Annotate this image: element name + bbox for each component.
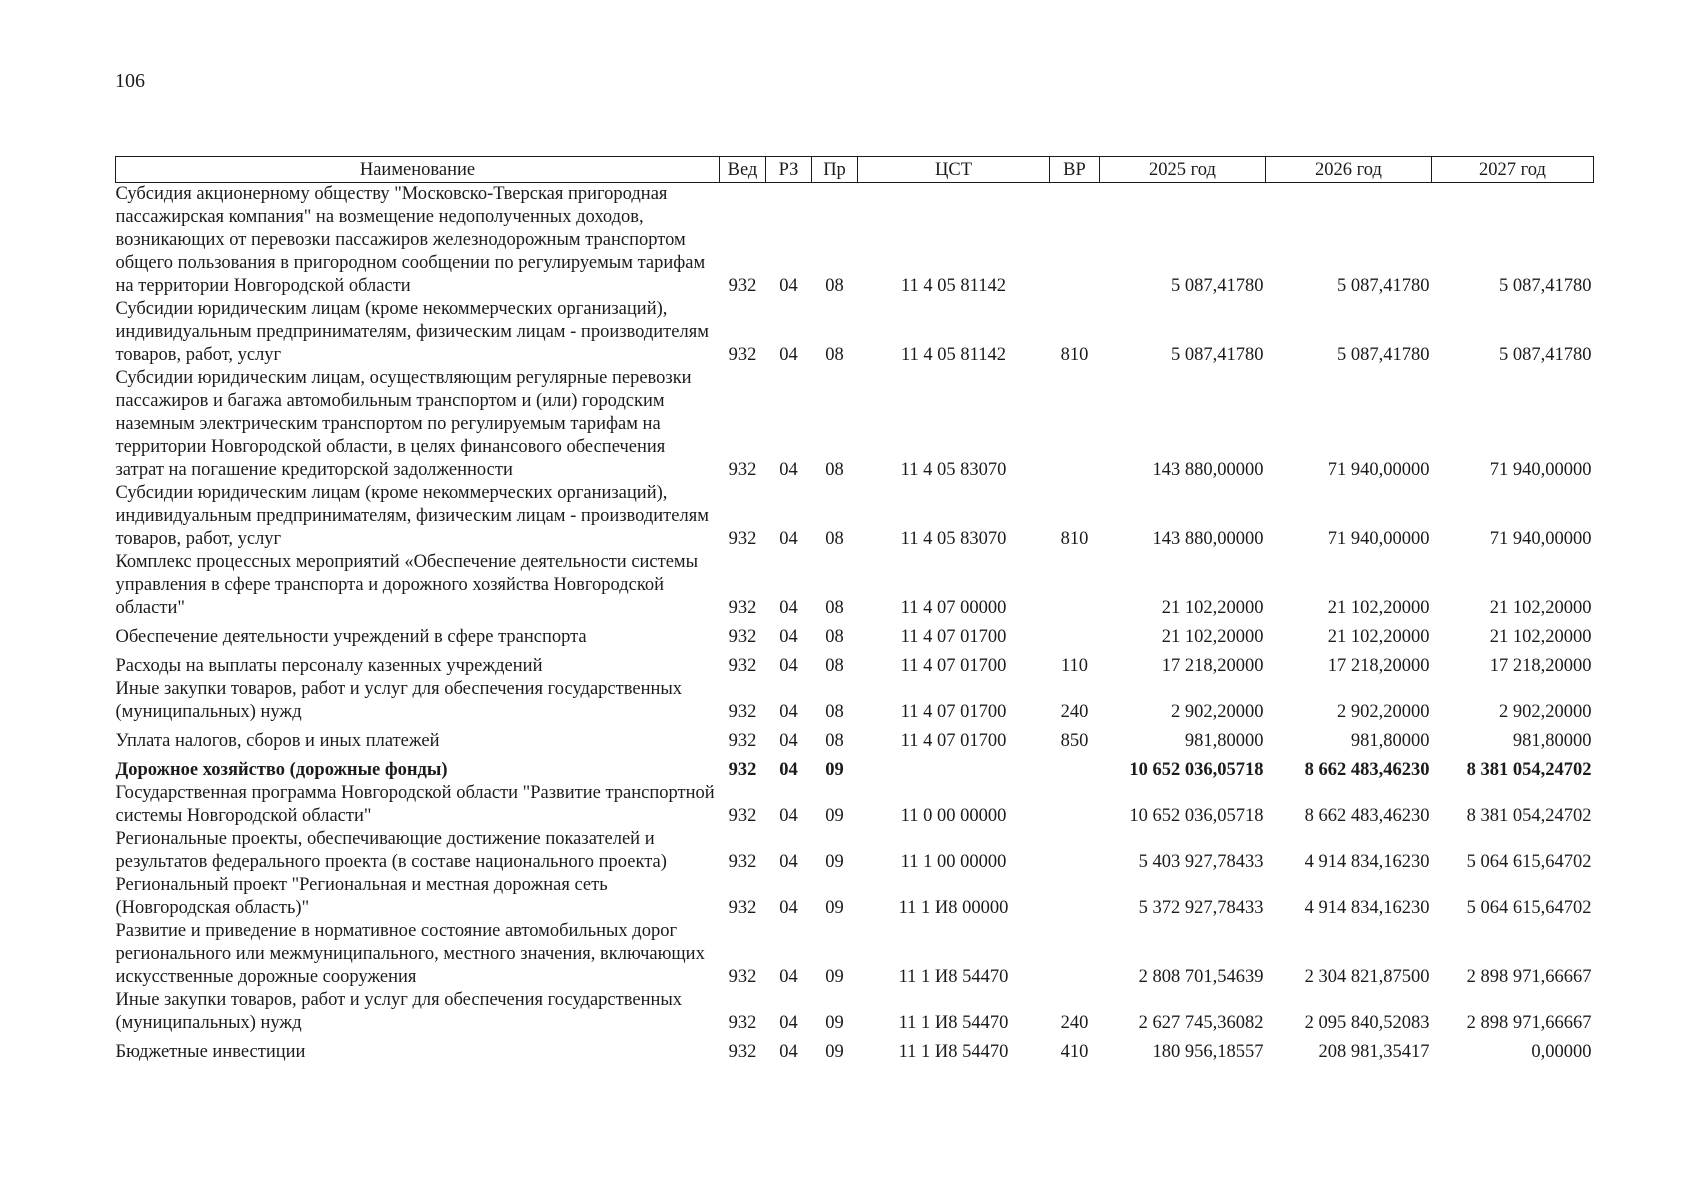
row-ved: 932 — [728, 345, 757, 365]
row-name: Комплекс процессных мероприятий «Обеспечение деятельности системы управления в сфере транспорта и дорожного хозяйства Новгородской области" — [115, 552, 699, 618]
row-2026: 2 095 840,52083 — [1304, 1013, 1430, 1033]
row-cst: 11 1 И8 54470 — [898, 1042, 1009, 1062]
row-ved: 932 — [728, 627, 757, 647]
row-2027: 2 898 971,66667 — [1466, 1013, 1592, 1033]
row-rz: 04 — [779, 460, 798, 480]
row-2026: 4 914 834,16230 — [1304, 852, 1430, 872]
row-2027: 5 087,41780 — [1499, 276, 1592, 296]
row-cst: 11 4 07 01700 — [900, 731, 1007, 751]
row-vr — [1050, 920, 1100, 989]
row-name: Субсидии юридическим лицам (кроме некоммерческих организаций), индивидуальным предпринимателям, физическим лицам - производителям товаров, работ, услуг — [115, 299, 709, 365]
row-2025: 2 902,20000 — [1171, 702, 1264, 722]
row-name: Обеспечение деятельности учреждений в сфере транспорта — [115, 627, 587, 647]
row-2026: 21 102,20000 — [1327, 627, 1430, 647]
table-header-row — [116, 157, 1594, 183]
row-pr: 09 — [825, 806, 844, 826]
row-rz: 04 — [779, 529, 798, 549]
row-cst: 11 1 И8 54470 — [898, 967, 1009, 987]
row-cst: 11 4 07 01700 — [900, 656, 1007, 676]
header-name: Наименование — [116, 157, 720, 183]
table-row — [116, 724, 1594, 753]
row-cst: 11 4 05 83070 — [900, 460, 1007, 480]
row-2027: 2 902,20000 — [1499, 702, 1592, 722]
row-name: Субсидия акционерному обществу "Московско-Тверская пригородная пассажирская компания" на возмещение недополученных доходов, возникающих от перевозки пассажиров железнодорожным транспортом общего пользования в пригородном сообщении по регулируемым тарифам на территории Новгородской области — [115, 184, 706, 296]
table-row — [116, 1035, 1594, 1064]
row-2025: 5 087,41780 — [1171, 345, 1264, 365]
row-ved: 932 — [728, 276, 757, 296]
row-rz: 04 — [779, 702, 798, 722]
row-2026: 2 304 821,87500 — [1304, 967, 1430, 987]
row-rz: 04 — [779, 731, 798, 751]
row-ved: 932 — [728, 852, 757, 872]
row-ved: 932 — [728, 460, 757, 480]
row-2026: 2 902,20000 — [1337, 702, 1430, 722]
row-name: Субсидии юридическим лицам, осуществляющим регулярные перевозки пассажиров и багажа автомобильным транспортом и (или) городским наземным электрическим транспортом по регулируемым тарифам на территории Новгородской области, в целях финансового обеспечения затрат на погашение кредиторской задолженности — [115, 368, 692, 480]
row-ved: 932 — [728, 598, 757, 618]
table-row — [116, 649, 1594, 678]
row-vr — [1050, 828, 1100, 874]
row-2026: 5 087,41780 — [1337, 345, 1430, 365]
row-ved: 932 — [728, 806, 757, 826]
row-2026: 17 218,20000 — [1327, 656, 1430, 676]
row-pr: 09 — [825, 852, 844, 872]
row-vr — [1050, 620, 1100, 649]
row-ved: 932 — [728, 1013, 757, 1033]
row-ved: 932 — [728, 760, 757, 780]
row-name: Субсидии юридическим лицам (кроме некоммерческих организаций), индивидуальным предпринимателям, физическим лицам - производителям товаров, работ, услуг — [115, 483, 709, 549]
table-row — [116, 551, 1594, 620]
row-rz: 04 — [779, 852, 798, 872]
row-2025: 5 372 927,78433 — [1138, 898, 1264, 918]
table-row — [116, 678, 1594, 724]
row-pr: 09 — [825, 1013, 844, 1033]
row-vr: 810 — [1060, 529, 1089, 549]
row-cst: 11 4 07 01700 — [900, 627, 1007, 647]
row-name: Региональные проекты, обеспечивающие достижение показателей и результатов федерального проекта (в составе национального проекта) — [115, 829, 667, 872]
row-rz: 04 — [779, 806, 798, 826]
row-2027: 981,80000 — [1512, 731, 1592, 751]
row-ved: 932 — [728, 656, 757, 676]
row-rz: 04 — [779, 627, 798, 647]
row-2026: 71 940,00000 — [1327, 460, 1430, 480]
row-vr — [1050, 183, 1100, 299]
row-cst: 11 4 05 81142 — [900, 276, 1006, 296]
row-pr: 08 — [825, 276, 844, 296]
row-pr: 09 — [825, 967, 844, 987]
row-cst: 11 4 05 81142 — [900, 345, 1006, 365]
row-2025: 981,80000 — [1184, 731, 1264, 751]
row-rz: 04 — [779, 598, 798, 618]
row-cst: 11 1 И8 54470 — [898, 1013, 1009, 1033]
table-row — [116, 183, 1594, 299]
row-2027: 71 940,00000 — [1489, 529, 1592, 549]
table-row — [116, 753, 1594, 782]
row-2025: 2 808 701,54639 — [1138, 967, 1264, 987]
row-2027: 21 102,20000 — [1489, 598, 1592, 618]
row-2025: 17 218,20000 — [1161, 656, 1264, 676]
row-pr: 08 — [825, 731, 844, 751]
row-rz: 04 — [779, 345, 798, 365]
row-name: Иные закупки товаров, работ и услуг для обеспечения государственных (муниципальных) нужд — [115, 679, 683, 722]
row-vr — [1050, 551, 1100, 620]
header-2026: 2026 год — [1266, 157, 1432, 183]
row-vr: 240 — [1060, 702, 1089, 722]
row-rz: 04 — [779, 967, 798, 987]
row-rz: 04 — [779, 276, 798, 296]
row-2027: 17 218,20000 — [1489, 656, 1592, 676]
row-2026: 71 940,00000 — [1327, 529, 1430, 549]
row-2027: 5 087,41780 — [1499, 345, 1592, 365]
row-rz: 04 — [779, 1042, 798, 1062]
table-row — [116, 782, 1594, 828]
row-cst: 11 4 05 83070 — [900, 529, 1007, 549]
row-2026: 208 981,35417 — [1318, 1042, 1430, 1062]
row-vr: 240 — [1060, 1013, 1089, 1033]
table-row — [116, 874, 1594, 920]
row-2026: 8 662 483,46230 — [1304, 806, 1430, 826]
row-2027: 8 381 054,24702 — [1466, 760, 1592, 780]
row-rz: 04 — [779, 1013, 798, 1033]
page-number: 106 — [115, 70, 145, 92]
row-2025: 21 102,20000 — [1161, 598, 1264, 618]
row-ved: 932 — [728, 529, 757, 549]
row-2026: 8 662 483,46230 — [1304, 760, 1430, 780]
row-2027: 71 940,00000 — [1489, 460, 1592, 480]
row-name: Иные закупки товаров, работ и услуг для обеспечения государственных (муниципальных) нужд — [115, 990, 683, 1033]
row-vr: 850 — [1060, 731, 1089, 751]
row-2025: 5 087,41780 — [1171, 276, 1264, 296]
row-2026: 4 914 834,16230 — [1304, 898, 1430, 918]
row-2026: 5 087,41780 — [1337, 276, 1430, 296]
header-rz: РЗ — [766, 157, 812, 183]
row-vr: 110 — [1060, 656, 1089, 676]
row-name: Бюджетные инвестиции — [115, 1042, 306, 1062]
row-vr — [1050, 874, 1100, 920]
table-row — [116, 920, 1594, 989]
row-2027: 5 064 615,64702 — [1466, 898, 1592, 918]
row-2026: 981,80000 — [1350, 731, 1430, 751]
row-cst: 11 4 07 01700 — [900, 702, 1007, 722]
row-pr: 08 — [825, 529, 844, 549]
row-vr — [1050, 367, 1100, 482]
row-rz: 04 — [779, 760, 798, 780]
row-2025: 10 652 036,05718 — [1129, 760, 1264, 780]
row-2025: 2 627 745,36082 — [1138, 1013, 1264, 1033]
row-2025: 143 880,00000 — [1152, 529, 1264, 549]
row-2027: 2 898 971,66667 — [1466, 967, 1592, 987]
table-row — [116, 298, 1594, 367]
header-2025: 2025 год — [1100, 157, 1266, 183]
row-pr: 09 — [825, 898, 844, 918]
row-rz: 04 — [779, 656, 798, 676]
row-name: Расходы на выплаты персоналу казенных учреждений — [115, 656, 543, 676]
row-pr: 08 — [825, 460, 844, 480]
row-ved: 932 — [728, 1042, 757, 1062]
row-cst — [858, 753, 1050, 782]
row-2027: 5 064 615,64702 — [1466, 852, 1592, 872]
row-ved: 932 — [728, 702, 757, 722]
row-ved: 932 — [728, 967, 757, 987]
row-pr: 09 — [825, 1042, 844, 1062]
row-2025: 143 880,00000 — [1152, 460, 1264, 480]
budget-table — [115, 156, 1594, 1064]
row-vr: 810 — [1060, 345, 1089, 365]
row-2027: 8 381 054,24702 — [1466, 806, 1592, 826]
row-cst: 11 4 07 00000 — [900, 598, 1007, 618]
row-2026: 21 102,20000 — [1327, 598, 1430, 618]
row-pr: 08 — [825, 345, 844, 365]
row-cst: 11 1 И8 00000 — [898, 898, 1009, 918]
table-row — [116, 482, 1594, 551]
row-name: Дорожное хозяйство (дорожные фонды) — [115, 760, 448, 780]
row-pr: 08 — [825, 656, 844, 676]
header-ved: Вед — [720, 157, 766, 183]
header-cst: ЦСТ — [858, 157, 1050, 183]
header-pr: Пр — [812, 157, 858, 183]
table-row — [116, 989, 1594, 1035]
row-name: Региональный проект "Региональная и местная дорожная сеть (Новгородская область)" — [115, 875, 608, 918]
row-2025: 10 652 036,05718 — [1129, 806, 1264, 826]
row-ved: 932 — [728, 898, 757, 918]
row-pr: 08 — [825, 627, 844, 647]
row-pr: 08 — [825, 598, 844, 618]
row-cst: 11 0 00 00000 — [900, 806, 1007, 826]
row-pr: 08 — [825, 702, 844, 722]
header-vr: ВР — [1050, 157, 1100, 183]
row-pr: 09 — [825, 760, 844, 780]
row-rz: 04 — [779, 898, 798, 918]
row-vr — [1050, 782, 1100, 828]
table-row — [116, 367, 1594, 482]
row-2025: 5 403 927,78433 — [1138, 852, 1264, 872]
row-vr — [1050, 753, 1100, 782]
row-ved: 932 — [728, 731, 757, 751]
row-vr: 410 — [1060, 1042, 1089, 1062]
row-cst: 11 1 00 00000 — [900, 852, 1007, 872]
row-name: Уплата налогов, сборов и иных платежей — [115, 731, 440, 751]
row-name: Развитие и приведение в нормативное состояние автомобильных дорог регионального или межмуниципального, местного значения, включающих искусственные дорожные сооружения — [115, 921, 705, 987]
row-2027: 0,00000 — [1531, 1042, 1592, 1062]
header-2027: 2027 год — [1432, 157, 1594, 183]
table-row — [116, 620, 1594, 649]
row-name: Государственная программа Новгородской области "Развитие транспортной системы Новгородской области" — [115, 783, 715, 826]
table-row — [116, 828, 1594, 874]
row-2025: 21 102,20000 — [1161, 627, 1264, 647]
row-2025: 180 956,18557 — [1152, 1042, 1264, 1062]
row-2027: 21 102,20000 — [1489, 627, 1592, 647]
